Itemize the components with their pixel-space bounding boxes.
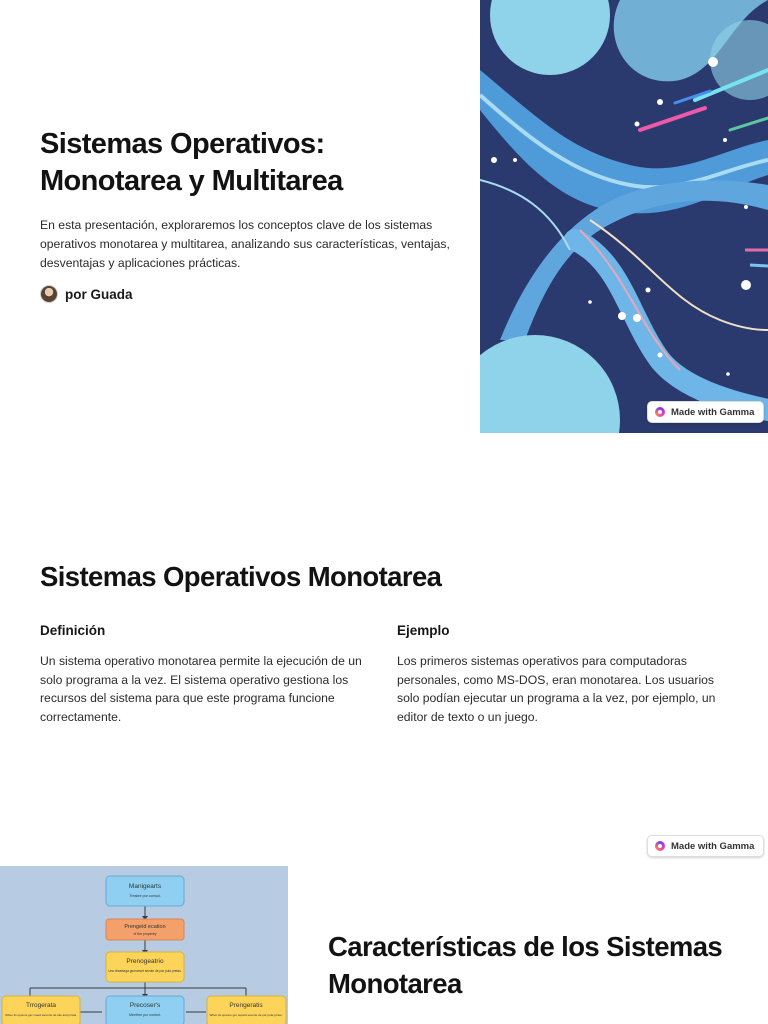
presentation-subtitle: En esta presentación, exploraremos los conceptos clave de los sistemas operativos monotarea y multitarea, analizando sus características, ventajas, desventajas y aplicaciones prácticas. (40, 218, 450, 270)
gamma-logo-icon (655, 407, 665, 417)
flow-node-sub: Meethre pur control. (128, 1013, 162, 1017)
slide-title: Características de los Sistemas Monotarea (328, 931, 723, 999)
presentation-title: Sistemas Operativos: Monotarea y Multitarea (40, 128, 343, 197)
badge-label: Made with Gamma (671, 406, 755, 418)
flow-node-sub: of the propertry (133, 932, 157, 936)
flow-node-sub: When ils opuone ger maed wevorte de sile and prrats. (5, 1013, 77, 1017)
avatar (40, 285, 58, 303)
definition-column (40, 623, 370, 726)
flow-node-sub: Uno tirealsega georanvet sevote de par pula pretas. (108, 969, 182, 973)
slide-monotarea (0, 433, 768, 866)
flow-node-sub: Treabre pur corrool. (129, 894, 161, 898)
flow-node-title: Prengeid ecation (124, 924, 166, 930)
author-name: por Guada (65, 286, 133, 302)
slide-title (0, 0, 768, 433)
gamma-logo-icon (655, 841, 665, 851)
flow-node-sub: When ils opuone ger sepuid sevorte de par pula prrats. (209, 1013, 283, 1017)
flow-node-title: Prenogeatrio (126, 958, 164, 965)
slide-caracteristicas (0, 866, 768, 1024)
flow-node-title: Trrogerata (25, 1002, 57, 1009)
example-column (397, 623, 727, 726)
column-heading: Definición (40, 623, 106, 638)
badge-label: Made with Gamma (671, 840, 755, 852)
flow-node-title: Precoser's (129, 1002, 161, 1009)
flow-node-title: Manigearts (128, 883, 162, 890)
column-text: Un sistema operativo monotarea permite la ejecución de un solo programa a la vez. El sistema operativo gestiona los recursos del sistema para que este programa funcione correctamente. (40, 654, 362, 724)
made-with-gamma-badge[interactable] (647, 401, 764, 423)
column-text: Los primeros sistemas operativos para computadoras personales, como MS-DOS, eran monotarea. Los usuarios solo podían ejecutar un programa a la vez, por ejemplo, un editor de texto o un juego. (397, 654, 716, 724)
column-heading: Ejemplo (397, 623, 450, 638)
author-line (40, 285, 133, 303)
flow-node-title: Prengeratis (229, 1002, 263, 1009)
flowchart-image (0, 866, 288, 1024)
made-with-gamma-badge[interactable] (647, 835, 764, 857)
hero-illustration (480, 0, 768, 433)
slide-title: Sistemas Operativos Monotarea (40, 561, 442, 592)
